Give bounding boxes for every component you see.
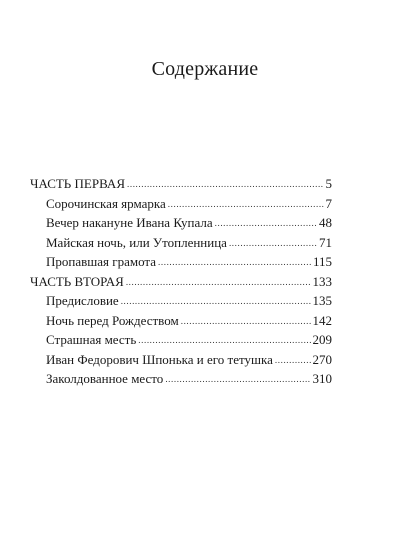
toc-leader-dots [168,193,324,215]
toc-leader-dots [165,368,310,390]
toc-leader-dots [275,349,311,371]
toc-entry-page: 209 [312,332,332,347]
page-title: Содержание [151,58,259,80]
toc-entry[interactable] [30,311,332,331]
toc-entry-label: Вечер накануне Ивана Купала [46,215,213,230]
toc-entry-page: 5 [325,176,332,191]
toc-entry[interactable] [30,330,332,350]
toc-entry-page: 71 [319,234,332,250]
toc-entry-part-two[interactable] [30,272,332,292]
toc-leader-dots [127,173,324,195]
toc-leader-dots [158,251,311,273]
toc-entry-label: Ночь перед Рождеством [46,312,179,328]
toc-entry-label: Майская ночь, или Утопленница [46,234,227,250]
toc-entry-part-one[interactable] [30,174,332,194]
toc-entry-label: Предисловие [46,293,119,308]
toc-leader-dots [126,271,311,293]
toc-leader-dots [181,310,311,332]
toc-leader-dots [215,212,317,234]
table-of-contents [30,174,332,389]
toc-entry-page: 115 [312,254,332,269]
toc-entry-label: Страшная месть [46,332,137,347]
toc-entry[interactable] [30,291,332,311]
toc-entry-label: Сорочинская ярмарка [46,195,166,211]
toc-entry-page: 135 [312,293,332,308]
toc-entry[interactable] [30,350,332,370]
toc-entry-page: 133 [312,273,332,289]
toc-leader-dots [138,329,310,351]
toc-entry-page: 310 [312,371,332,386]
toc-entry[interactable] [30,213,332,233]
toc-entry-page: 7 [325,195,332,211]
toc-entry-label: ЧАСТЬ ПЕРВАЯ [30,176,125,191]
toc-entry[interactable] [30,194,332,214]
toc-entry[interactable] [30,233,332,253]
toc-entry-label: ЧАСТЬ ВТОРАЯ [30,273,124,289]
toc-entry-label: Иван Федорович Шпонька и его тетушка [46,351,273,367]
toc-entry-page: 48 [319,215,332,230]
toc-entry-label: Пропавшая грамота [46,254,157,269]
toc-entry-label: Заколдованное место [46,371,164,386]
toc-entry-page: 270 [312,351,332,367]
toc-leader-dots [229,232,317,254]
toc-entry[interactable] [30,252,332,272]
toc-entry[interactable] [30,369,332,389]
toc-leader-dots [121,290,311,312]
toc-entry-page: 142 [312,312,332,328]
